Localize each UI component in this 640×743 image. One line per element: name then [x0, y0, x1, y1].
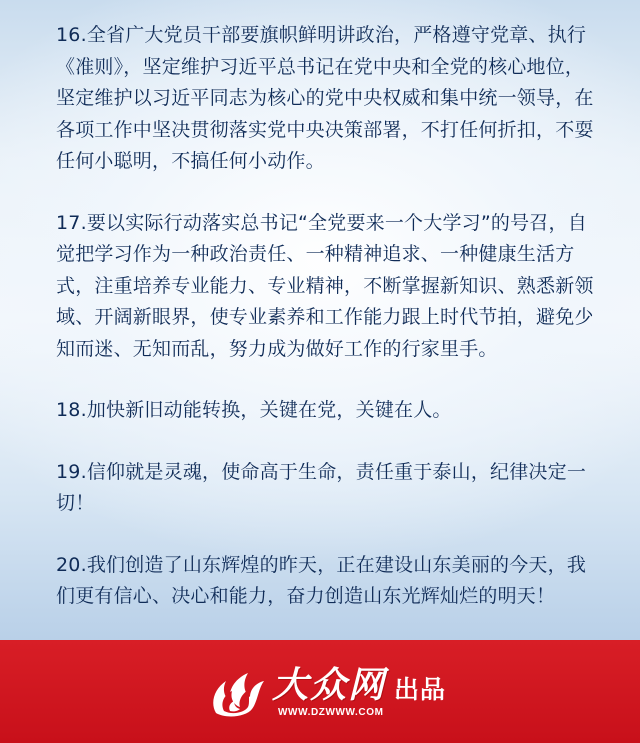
- paragraph-20: 20.我们创造了山东辉煌的昨天，正在建设山东美丽的今天，我们更有信心、决心和能力，奋力创造山东光辉灿烂的明天！: [56, 553, 587, 607]
- brand-wordmark: [272, 665, 386, 721]
- brand-url: WWW.DZWWW.COM: [278, 707, 384, 718]
- flame-logo-icon: [208, 667, 266, 719]
- paragraph-19: 19.信仰就是灵魂，使命高于生命，责任重于泰山，纪律决定一切！: [56, 460, 587, 514]
- brand-name: 大众网: [272, 664, 387, 706]
- paragraph-16: 16.全省广大党员干部要旗帜鲜明讲政治，严格遵守党章、执行《准则》，坚定维护习近平总书记在党中央和全党的核心地位，坚定维护以习近平同志为核心的党中央权威和集中统一领导，在各项工作中坚决贯彻落实党中央决策部署，不打任何折扣，不耍任何小聪明，不搞任何小动作。: [56, 24, 594, 172]
- paragraph-18: 18.加快新旧动能转换，关键在党，关键在人。: [56, 399, 452, 421]
- produced-by-label: 出品: [394, 675, 447, 704]
- brand-logo: [208, 662, 448, 724]
- footer-banner: [0, 640, 640, 743]
- paragraph-17: 17.要以实际行动落实总书记“全党要来一个大学习”的号召，自觉把学习作为一种政治责任、一种精神追求、一种健康生活方式，注重培养专业能力、专业精神，不断掌握新知识、熟悉新领域、开阔新眼界，使专业素养和工作能力跟上时代节拍，避免少知而迷、无知而乱，努力成为做好工作的行家里手。: [56, 211, 594, 360]
- article-body: [56, 20, 596, 643]
